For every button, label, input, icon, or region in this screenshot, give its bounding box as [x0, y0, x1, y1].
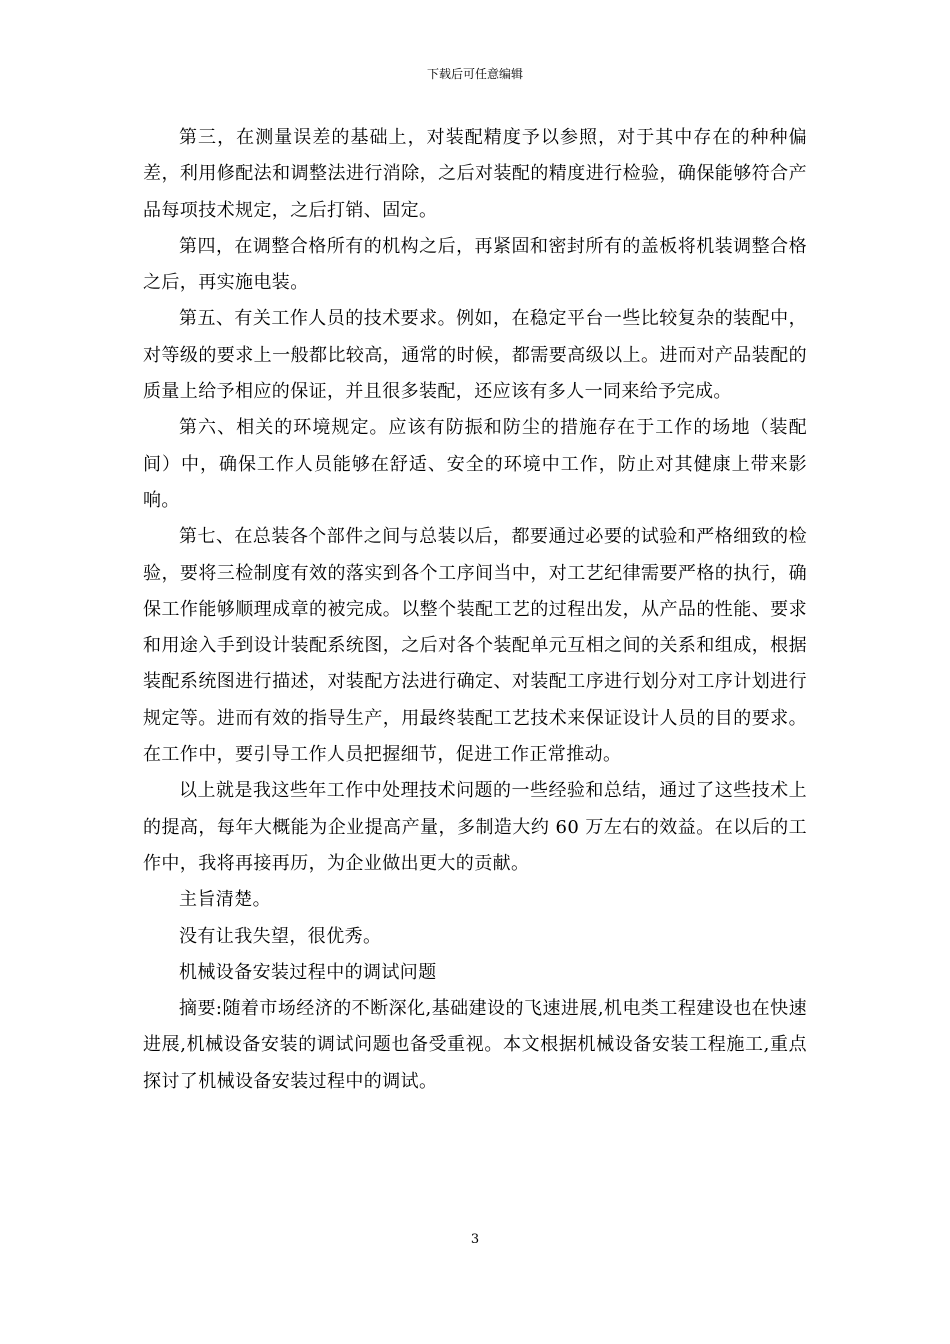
- abstract-paragraph: 摘要:随着市场经济的不断深化,基础建设的飞速进展,机电类工程建设也在快速进展,机械设备安装的调试问题也备受重视。本文根据机械设备安装工程施工,重点探讨了机械设备安装过程中的调试。: [143, 998, 807, 1092]
- paragraph-third: 第三，在测量误差的基础上，对装配精度予以参照，对于其中存在的种种偏差，利用修配法和调整法进行消除，之后对装配的精度进行检验，确保能够符合产品每项技术规定，之后打销、固定。: [143, 127, 807, 221]
- paragraph-fifth: 第五、有关工作人员的技术要求。例如，在稳定平台一些比较复杂的装配中，对等级的要求上一般都比较高，通常的时候，都需要高级以上。进而对产品装配的质量上给予相应的保证，并且很多装配，还应该有多人一同来给予完成。: [143, 308, 807, 403]
- page-header: 下载后可任意编辑: [426, 67, 523, 81]
- page-number: 3: [470, 1232, 480, 1247]
- paragraph-summary: 以上就是我这些年工作中处理技术问题的一些经验和总结，通过了这些技术上的提高，每年大概能为企业提高产量，多制造大约 60 万左右的效益。在以后的工作中，我将再接再历，为企业做出更大的贡献。: [143, 780, 807, 874]
- paragraph-seventh: 第七、在总装各个部件之间与总装以后，都要通过必要的试验和严格细致的检验，要将三检制度有效的落实到各个工序间当中，对工艺纪律需要严格的执行，确保工作能够顺理成章的被完成。以整个装配工艺的过程出发，从产品的性能、要求和用途入手到设计装配系统图，之后对各个装配单元互相之间的关系和组成，根据装配系统图进行描述，对装配方法进行确定、对装配工序进行划分对工序计划进行规定等。进而有效的指导生产，用最终装配工艺技术来保证设计人员的目的要求。在工作中，要引导工作人员把握细节，促进工作正常推动。: [143, 526, 807, 766]
- paragraph-fourth: 第四，在调整合格所有的机构之后，再紧固和密封所有的盖板将机装调整合格之后，再实施电装。: [143, 235, 807, 294]
- comment-clear-theme: 主旨清楚。: [179, 889, 271, 911]
- paragraph-sixth: 第六、相关的环境规定。应该有防振和防尘的措施存在于工作的场地（装配间）中，确保工作人员能够在舒适、安全的环境中工作，防止对其健康上带来影响。: [143, 417, 807, 511]
- comment-excellent: 没有让我失望，很优秀。: [179, 925, 382, 947]
- body-text: [143, 120, 807, 1100]
- section-title: 机械设备安装过程中的调试问题: [179, 961, 437, 983]
